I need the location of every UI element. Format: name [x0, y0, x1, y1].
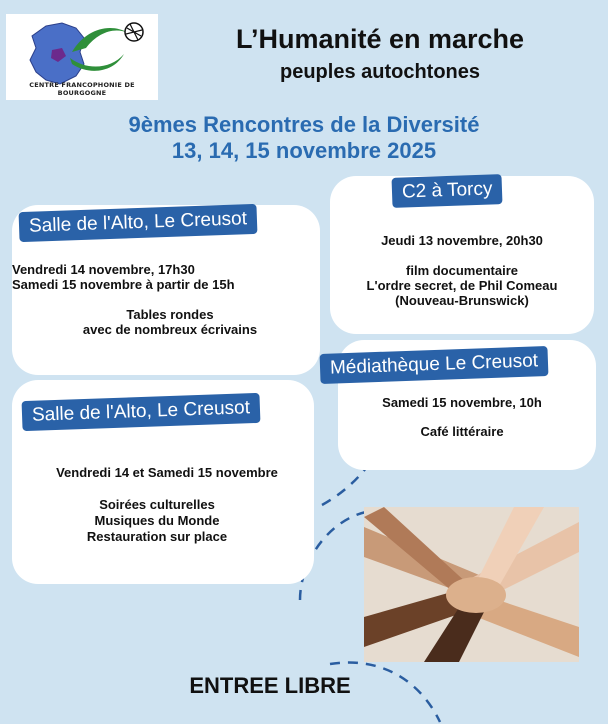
- schedule-line: Samedi 15 novembre, 10h: [382, 395, 542, 410]
- schedule-line: Samedi 15 novembre à partir de 15h: [12, 277, 235, 292]
- activity-line: Tables rondes: [126, 307, 214, 322]
- activity-line: avec de nombreux écrivains: [82, 322, 258, 337]
- venue-tag-salle-alto: Salle de l'Alto, Le Creusot: [19, 204, 258, 242]
- activity-line: (Nouveau-Brunswick): [395, 293, 529, 308]
- event-title-line1: 9èmes Rencontres de la Diversité: [128, 112, 480, 137]
- entree-libre: ENTREE LIBRE: [189, 673, 351, 698]
- schedule-line: Vendredi 14 novembre, 17h30: [12, 262, 195, 277]
- venue-tag-c2-torcy: C2 à Torcy: [392, 174, 503, 208]
- logo-caption: CENTRE FRANCOPHONIE DE BOURGOGNE: [29, 81, 135, 97]
- venue-tag-mediatheque: Médiathèque Le Creusot: [320, 346, 549, 384]
- schedule-line: Jeudi 13 novembre, 20h30: [381, 233, 543, 248]
- activity-line: film documentaire: [406, 263, 518, 278]
- activity-line: Soirées culturelles: [99, 497, 215, 512]
- hands-illustration-icon: [364, 507, 579, 662]
- venue-tag-salle-alto-2: Salle de l'Alto, Le Creusot: [22, 393, 261, 431]
- schedule-line: Vendredi 14 et Samedi 15 novembre: [56, 465, 278, 480]
- hands-together-image: [364, 507, 579, 662]
- page-title: L’Humanité en marche: [235, 24, 525, 54]
- activity-line: L'ordre secret, de Phil Comeau: [366, 278, 558, 293]
- page-subtitle: peuples autochtones: [279, 61, 481, 83]
- activity-line: Musiques du Monde: [94, 513, 220, 528]
- activity-line: Restauration sur place: [86, 529, 228, 544]
- activity-line: Café littéraire: [420, 424, 504, 439]
- event-dates: 13, 14, 15 novembre 2025: [171, 138, 437, 163]
